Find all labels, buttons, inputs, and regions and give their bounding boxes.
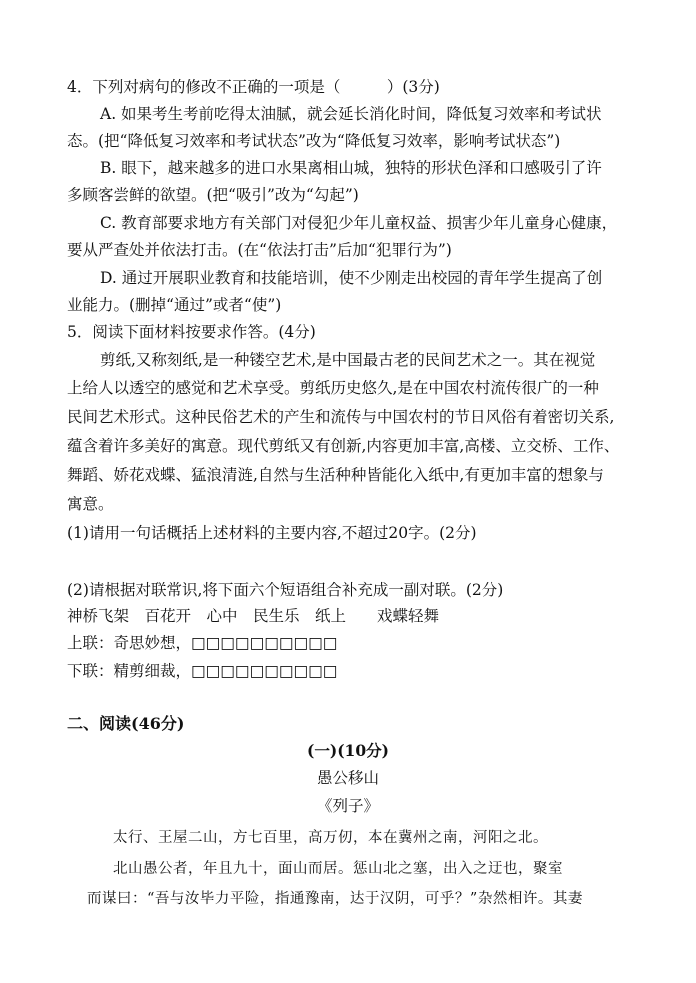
passage-line-3: 民间艺术形式。这种民俗艺术的产生和流传与中国农村的节日风俗有着密切关系, — [67, 408, 615, 426]
option-b-line-1: B. 眼下，越来越多的进口水果离相山城，独特的形状色泽和口感吸引了许 — [100, 159, 602, 177]
question-4-stem: 4．下列对病句的修改不正确的一项是（ ）(3分) — [67, 78, 440, 96]
option-d-line-1: D. 通过开展职业教育和技能培训，使不少刚走出校园的青年学生提高了创 — [100, 269, 603, 287]
option-b-line-2: 多顾客尝鲜的欲望。(把“吸引”改为“勾起”) — [67, 186, 359, 204]
couplet-upper: 上联：奇思妙想，□□□□□□□□□□ — [67, 634, 338, 652]
section-2-heading: 二、阅读(46分) — [67, 714, 185, 733]
part-1-heading: (一)(10分) — [307, 741, 389, 760]
option-c-line-2: 要从严查处并依法打击。(在“依法打击”后加“犯罪行为”) — [67, 241, 452, 259]
passage-line-2: 上给人以透空的感觉和艺术享受。剪纸历史悠久,是在中国农村流传很广的一种 — [67, 379, 599, 397]
classical-text-line-1: 太行、王屋二山，方七百里，高万仞，本在冀州之南，河阳之北。 — [113, 830, 548, 846]
sub-question-1: (1)请用一句话概括上述材料的主要内容,不超过20字。(2分) — [67, 524, 477, 542]
option-a-line-2: 态。(把“降低复习效率和考试状态”改为“降低复习效率，影响考试状态”) — [67, 132, 561, 150]
classical-text-line-2: 北山愚公者，年且九十，面山而居。惩山北之塞，出入之迂也，聚室 — [113, 861, 563, 877]
option-a-line-1: A. 如果考生考前吃得太油腻，就会延长消化时间，降低复习效率和考试状 — [100, 105, 602, 123]
sub-question-2: (2)请根据对联常识,将下面六个短语组合补充成一副对联。(2分) — [67, 581, 504, 599]
text-author: 《列子》 — [316, 797, 379, 815]
couplet-phrases: 神桥飞架 百花开 心中 民生乐 纸上 戏蝶轻舞 — [67, 607, 440, 625]
classical-text-line-3: 而谋曰：“吾与汝毕力平险，指通豫南，达于汉阴，可乎？”杂然相许。其妻 — [87, 891, 583, 907]
option-c-line-1: C. 教育部要求地方有关部门对侵犯少年儿童权益、损害少年儿童身心健康， — [100, 214, 618, 232]
passage-line-1: 剪纸,又称刻纸,是一种镂空艺术,是中国最古老的民间艺术之一。其在视觉 — [100, 351, 596, 369]
text-title: 愚公移山 — [316, 769, 379, 787]
passage-line-5: 舞蹈、娇花戏蝶、猛浪清涟,自然与生活种种皆能化入纸中,有更加丰富的想象与 — [67, 466, 604, 484]
passage-line-6: 寓意。 — [67, 495, 114, 513]
option-d-line-2: 业能力。(删掉“通过”或者“使”) — [67, 296, 282, 314]
couplet-lower: 下联：精剪细裁，□□□□□□□□□□ — [67, 662, 338, 680]
question-5-stem: 5．阅读下面材料按要求作答。(4分) — [67, 323, 316, 341]
passage-line-4: 蕴含着许多美好的寓意。现代剪纸又有创新,内容更加丰富,高楼、立交桥、工作、 — [67, 437, 620, 455]
